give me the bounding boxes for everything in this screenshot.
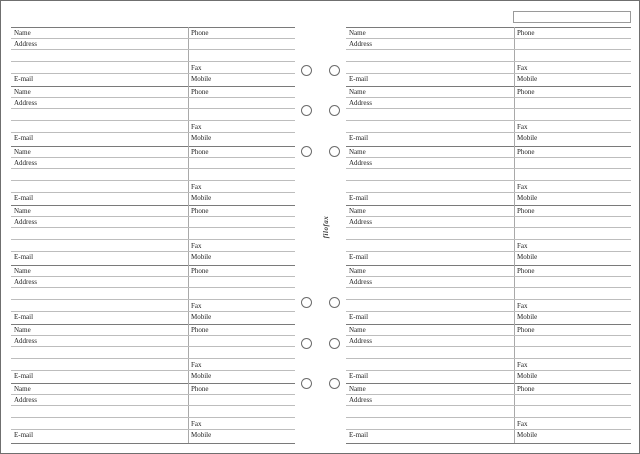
address-label: Address: [349, 396, 372, 405]
fax-label: Fax: [191, 64, 202, 72]
name-label: Name: [349, 88, 366, 97]
mobile-label: Mobile: [517, 431, 538, 440]
address-label: Address: [349, 277, 372, 286]
mobile-label: Mobile: [191, 134, 212, 143]
address-label: Address: [14, 99, 37, 108]
fax-label: Fax: [191, 182, 202, 191]
punch-hole-icon: [301, 105, 312, 116]
mobile-label: Mobile: [191, 312, 212, 321]
column-divider: [188, 324, 189, 383]
mobile-label: Mobile: [517, 253, 538, 262]
name-label: Name: [14, 266, 31, 275]
name-label: Name: [349, 266, 366, 275]
phone-label: Phone: [517, 207, 535, 216]
fax-label: Fax: [191, 420, 202, 429]
column-divider: [514, 324, 515, 383]
contact-entry: [11, 86, 295, 145]
punch-hole-icon: [329, 105, 340, 116]
address-label: Address: [14, 158, 37, 167]
email-label: E-mail: [349, 371, 369, 380]
phone-label: Phone: [517, 88, 535, 97]
left-column: [11, 27, 295, 444]
phone-label: Phone: [517, 385, 535, 394]
column-divider: [514, 146, 515, 205]
contact-entry: [346, 86, 631, 145]
address-label: Address: [349, 40, 372, 48]
address-label: Address: [349, 218, 372, 227]
phone-label: Phone: [517, 147, 535, 156]
email-label: E-mail: [14, 371, 34, 380]
column-divider: [188, 205, 189, 264]
name-label: Name: [349, 207, 366, 216]
phone-label: Phone: [517, 29, 535, 37]
address-label: Address: [349, 336, 372, 345]
column-divider: [188, 383, 189, 442]
fax-label: Fax: [191, 123, 202, 132]
phone-label: Phone: [191, 385, 209, 394]
punch-hole-icon: [329, 65, 340, 76]
email-label: E-mail: [14, 134, 34, 143]
name-label: Name: [349, 147, 366, 156]
name-label: Name: [14, 147, 31, 156]
name-label: Name: [14, 207, 31, 216]
mobile-label: Mobile: [517, 193, 538, 202]
punch-hole-icon: [301, 338, 312, 349]
contact-entry: [346, 324, 631, 383]
mobile-label: Mobile: [191, 371, 212, 380]
email-label: E-mail: [349, 75, 369, 83]
fax-label: Fax: [517, 242, 528, 251]
punch-hole-icon: [301, 146, 312, 157]
phone-label: Phone: [191, 147, 209, 156]
address-label: Address: [14, 218, 37, 227]
index-tab-box[interactable]: [513, 11, 631, 23]
email-label: E-mail: [349, 193, 369, 202]
fax-label: Fax: [517, 420, 528, 429]
address-label: Address: [14, 336, 37, 345]
phone-label: Phone: [517, 325, 535, 334]
column-divider: [188, 86, 189, 145]
brand-logo: filofax: [322, 215, 330, 239]
contact-entry: [11, 205, 295, 264]
fax-label: Fax: [517, 64, 528, 72]
contact-entry: [11, 324, 295, 383]
name-label: Name: [14, 325, 31, 334]
phone-label: Phone: [191, 266, 209, 275]
column-divider: [188, 146, 189, 205]
fax-label: Fax: [517, 301, 528, 310]
name-label: Name: [14, 385, 31, 394]
punch-hole-icon: [329, 378, 340, 389]
contact-entry: [346, 205, 631, 264]
punch-hole-icon: [329, 146, 340, 157]
contact-entry: [11, 265, 295, 324]
name-label: Name: [349, 385, 366, 394]
mobile-label: Mobile: [517, 134, 538, 143]
mobile-label: Mobile: [191, 253, 212, 262]
punch-hole-icon: [329, 338, 340, 349]
phone-label: Phone: [191, 29, 209, 37]
email-label: E-mail: [14, 312, 34, 321]
mobile-label: Mobile: [191, 431, 212, 440]
contact-entry: [346, 27, 631, 86]
column-divider: [188, 265, 189, 324]
email-label: E-mail: [14, 253, 34, 262]
column-divider: [514, 265, 515, 324]
name-label: Name: [14, 88, 31, 97]
column-divider: [514, 27, 515, 86]
fax-label: Fax: [191, 360, 202, 369]
fax-label: Fax: [191, 301, 202, 310]
fax-label: Fax: [191, 242, 202, 251]
column-divider: [188, 27, 189, 86]
mobile-label: Mobile: [191, 75, 212, 83]
punch-hole-icon: [301, 297, 312, 308]
punch-hole-icon: [301, 65, 312, 76]
right-column: [346, 27, 631, 444]
mobile-label: Mobile: [517, 312, 538, 321]
contact-entry: [346, 383, 631, 442]
fax-label: Fax: [517, 182, 528, 191]
name-label: Name: [349, 325, 366, 334]
phone-label: Phone: [191, 88, 209, 97]
phone-label: Phone: [517, 266, 535, 275]
fax-label: Fax: [517, 360, 528, 369]
fax-label: Fax: [517, 123, 528, 132]
address-label: Address: [349, 158, 372, 167]
address-label: Address: [14, 396, 37, 405]
phone-label: Phone: [191, 325, 209, 334]
email-label: E-mail: [349, 312, 369, 321]
email-label: E-mail: [14, 193, 34, 202]
column-divider: [514, 86, 515, 145]
contact-entry: [11, 146, 295, 205]
email-label: E-mail: [14, 75, 34, 83]
email-label: E-mail: [14, 431, 34, 440]
punch-hole-icon: [301, 378, 312, 389]
contact-entry: [346, 265, 631, 324]
email-label: E-mail: [349, 431, 369, 440]
name-label: Name: [14, 29, 31, 37]
column-divider: [514, 205, 515, 264]
contact-entry: [11, 383, 295, 442]
address-label: Address: [14, 40, 37, 48]
email-label: E-mail: [349, 134, 369, 143]
email-label: E-mail: [349, 253, 369, 262]
mobile-label: Mobile: [517, 371, 538, 380]
address-label: Address: [14, 277, 37, 286]
address-label: Address: [349, 99, 372, 108]
column-divider: [514, 383, 515, 442]
mobile-label: Mobile: [191, 193, 212, 202]
punch-hole-icon: [329, 297, 340, 308]
contact-entry: [11, 27, 295, 86]
phone-label: Phone: [191, 207, 209, 216]
name-label: Name: [349, 29, 366, 37]
contact-entry: [346, 146, 631, 205]
mobile-label: Mobile: [517, 75, 538, 83]
